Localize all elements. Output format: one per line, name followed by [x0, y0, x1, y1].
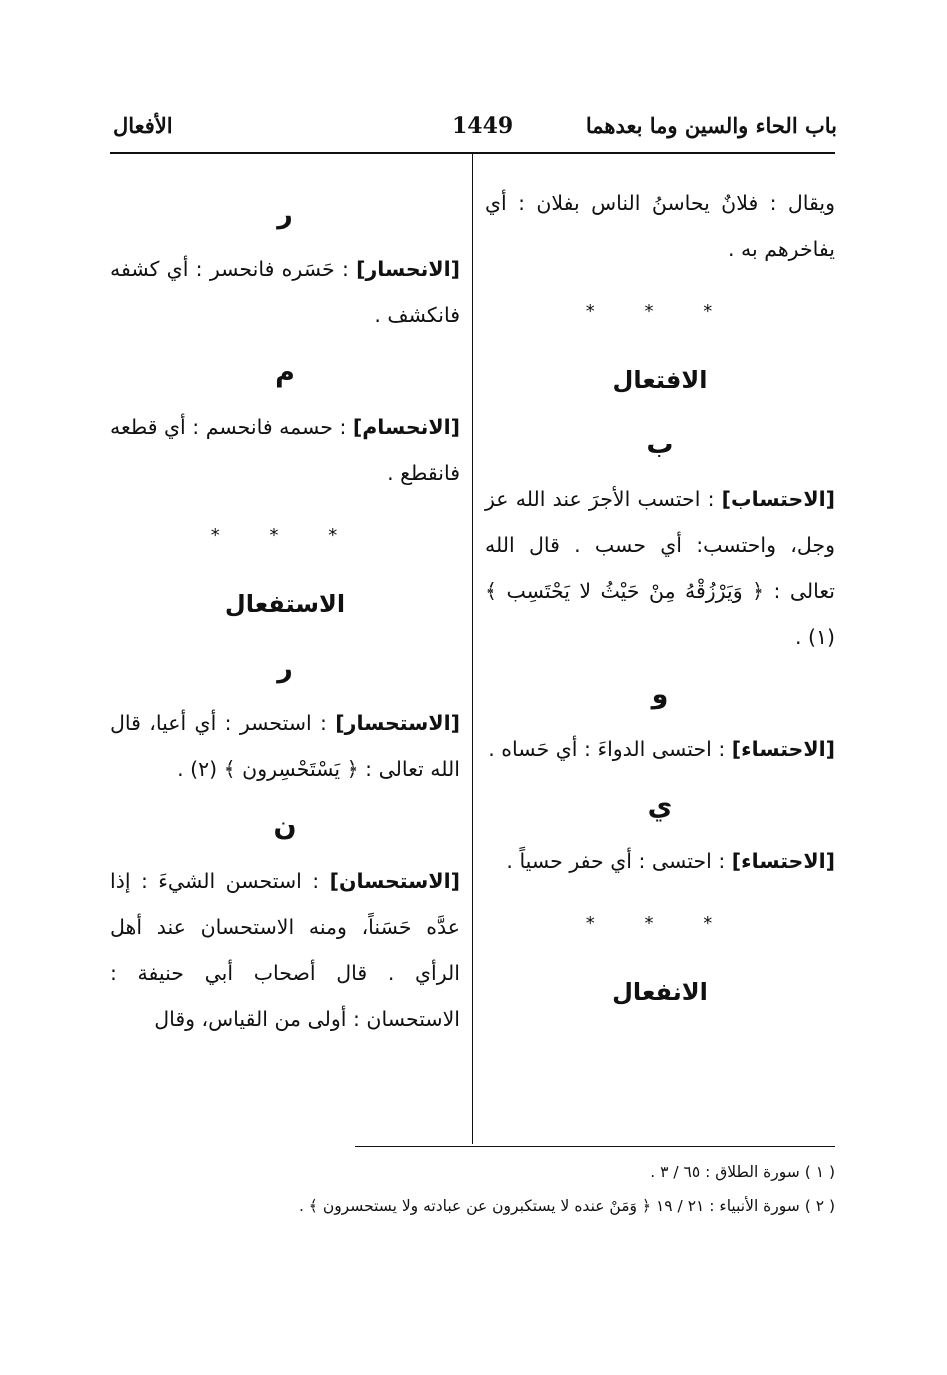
entry-text: : حسمه فانحسم : أي قطعه فانقطع .: [110, 415, 460, 485]
letter-heading-b: ب: [646, 429, 674, 460]
section-heading-istifal: الاستفعال: [224, 590, 346, 618]
entry-text: : استحسن الشيءَ : إذا عدَّه حَسَناً، ومنه الاستحسان عند أهل الرأي . قال أصحاب أبي حنيفة : الاستحسان : أولى من القياس، وقال: [110, 869, 460, 1031]
entry-text: : احتسب الأجرَ عند الله عز وجل، واحتسب: أي حسب . قال الله تعالى : ﴿ وَيَرْزُقْهُ مِنْ حَيْثُ لا يَحْتَسِب ﴾ (١) .: [485, 487, 835, 649]
letter-heading-r: ر: [277, 653, 293, 684]
running-head-chapter: باب الحاء والسين وما بعدهما: [585, 113, 837, 138]
running-head-section: الأفعال: [113, 113, 173, 138]
letter-heading-n: ن: [273, 811, 297, 842]
entry-term: [الاستحسان]: [329, 869, 460, 893]
entry-istihsar: [110, 700, 460, 792]
column-divider: [472, 154, 473, 1144]
separator-stars: * * *: [585, 301, 735, 322]
entry-text: : احتسى الدواءَ : أي حَساه .: [488, 737, 726, 761]
entry-ihtisa-1: [485, 726, 835, 772]
entry-istihsan: [110, 858, 460, 1042]
entry-text: : حَسَره فانحسر : أي كشفه فانكشف .: [110, 257, 460, 327]
separator-stars: * * *: [210, 525, 360, 546]
entry-term: [الاحتساء]: [731, 737, 835, 761]
footnote-2: ( ٢ ) سورة الأنبياء : ٢١ / ١٩ ﴿ وَمَنْ عنده لا يستكبرون عن عبادته ولا يستحسرون ﴾ .: [298, 1197, 835, 1215]
entry-term: [الانحسار]: [356, 257, 460, 281]
separator-stars: * * *: [585, 913, 735, 934]
entry-ihtisab: [485, 476, 835, 660]
entry-inhisar: [110, 246, 460, 338]
entry-inhisam: [110, 404, 460, 496]
entry-term: [الاستحسار]: [335, 711, 460, 735]
letter-heading-m: م: [275, 357, 295, 388]
letter-heading-r: ر: [277, 199, 293, 230]
entry-term: [الانحسام]: [352, 415, 460, 439]
footnotes: [110, 1155, 835, 1223]
letter-heading-w: و: [651, 679, 669, 710]
right-column: [485, 180, 835, 1030]
section-heading-iftial: الافتعال: [612, 366, 708, 394]
letter-heading-y: ي: [647, 791, 673, 822]
left-column: [110, 180, 460, 1042]
intro-paragraph: ويقال : فلانٌ يحاسنُ الناس بفلان : أي يفاخرهم به .: [485, 191, 835, 261]
entry-ihtisa-2: [485, 838, 835, 884]
entry-text: : استحسر : أي أعيا، قال الله تعالى : ﴿ يَسْتَحْسِرون ﴾ (٢) .: [110, 711, 460, 781]
entry-term: [الاحتساء]: [731, 849, 835, 873]
footnote-1: ( ١ ) سورة الطلاق : ٦٥ / ٣ .: [650, 1163, 835, 1181]
entry-text: : احتسى : أي حفر حسياً .: [506, 849, 726, 873]
page-number: 1449: [452, 113, 514, 139]
entry-term: [الاحتساب]: [721, 487, 835, 511]
section-heading-infial: الانفعال: [612, 978, 708, 1006]
footnote-rule: [355, 1146, 835, 1147]
